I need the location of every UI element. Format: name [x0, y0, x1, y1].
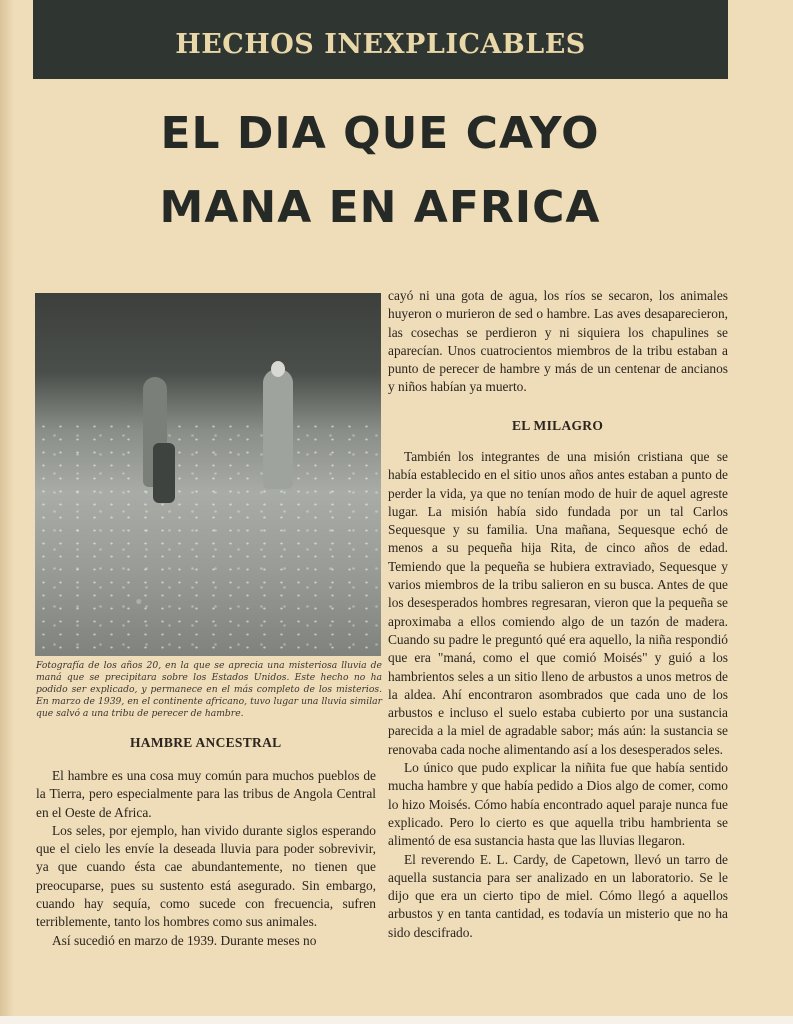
page-edge — [0, 0, 14, 1024]
photo-figure-right — [263, 369, 293, 489]
article-photo — [35, 293, 381, 656]
photo-manna-specks — [35, 420, 381, 656]
paragraph: También los integrantes de una misión cristiana que se había establecido en el sitio unos años antes estaban a punto de perder la vida, ya que no tenían modo de huir de aquel agreste lugar. La misión había sido fundada por un tal Carlos Sequesque y su familia. Una mañana, Sequesque echó de menos a su pequeña hija Rita, de cinco años de edad. Temiendo que la pequeña se hubiera extraviado, Sequesque y varios miembros de la tribu salieron en su busca. Antes de que los desesperados hombres regresaran, vieron que la pequeña se aproximaba a ellos comiendo algo de un tazón de madera. Cuando su padre le preguntó qué era aquello, la niña respondió que era "maná, como el que comió Moisés" y guió a los hambrientos seles a un sitio lleno de arbustos a unos metros de la aldea. Ahí encontraron asombrados que cada uno de los arbustos e incluso el suelo estaba cubierto por una sustancia parecida a la miel de agradable sabor; más aún: la sustancia se renovaba cada noche alimentando así a los desesperados seles. — [388, 449, 728, 757]
headline-line-2: MANA EN AFRICA — [159, 182, 601, 233]
photo-figure-right-head — [271, 361, 285, 377]
headline-line-1: EL DIA QUE CAYO — [160, 108, 600, 159]
photo-figure-left-legs — [153, 443, 175, 503]
paragraph: Así sucedió en marzo de 1939. Durante meses no — [52, 932, 317, 948]
right-column-continuation — [388, 287, 728, 397]
photo-caption: Fotografía de los años 20, en la que se aprecia una misteriosa lluvia de maná que se precipitara sobre los Estados Unidos. Este hecho no ha podido ser explicado, y permanece en el más completo de los misterios. En marzo de 1939, en el continente africano, tuvo lugar una lluvia similar que salvó a una tribu de perecer de hambre. — [36, 660, 382, 719]
left-column-text — [36, 767, 376, 950]
subhead-hambre-ancestral: HAMBRE ANCESTRAL — [130, 735, 282, 750]
subhead-el-milagro: EL MILAGRO — [512, 418, 604, 433]
section-banner — [33, 0, 728, 79]
page-bottom-edge — [0, 1016, 793, 1024]
paragraph: Los seles, por ejemplo, han vivido durante siglos esperando que el cielo les envíe la deseada lluvia para poder sobrevivir, ya que cuando ésta cae abundantemente, no tienen que preocuparse, pues su sustento está asegurado. Sin embargo, cuando hay sequía, como sucede con frecuencia, sufren terriblemente, tanto los hombres como sus animales. — [36, 822, 376, 930]
section-title: HECHOS INEXPLICABLES — [175, 29, 586, 60]
paragraph: El hambre es una cosa muy común para muchos pueblos de la Tierra, pero especialmente para las tribus de Angola Central en el Oeste de Africa. — [36, 768, 376, 820]
paragraph: cayó ni una gota de agua, los ríos se secaron, los animales huyeron o murieron de sed o hambre. Las aves desaparecieron, las cosechas se perdieron y ni siquiera los chapulines se aparecían. Unos cuatrocientos miembros de la tribu estaban a punto de perecer de hambre y más de un centenar de ancianos y niños habían ya muerto. — [388, 288, 728, 395]
right-column-text — [388, 448, 728, 942]
paragraph: El reverendo E. L. Cardy, de Capetown, llevó un tarro de aquella sustancia para ser analizado en un laboratorio. Se le dijo que era un cierto tipo de miel. Cómo llegó a aquellos arbustos y en tanta cantidad, es todavía un misterio que no ha sido descifrado. — [388, 851, 728, 940]
paragraph: Lo único que pudo explicar la niñita fue que había sentido mucha hambre y que había pedido a Dios algo de comer, como lo hizo Moisés. Cómo había encontrado aquel paraje nunca fue explicado. Pero lo cierto es que aquella tribu hambrienta se alimentó de esa sustancia hasta que las lluvias llegaron. — [388, 760, 728, 849]
